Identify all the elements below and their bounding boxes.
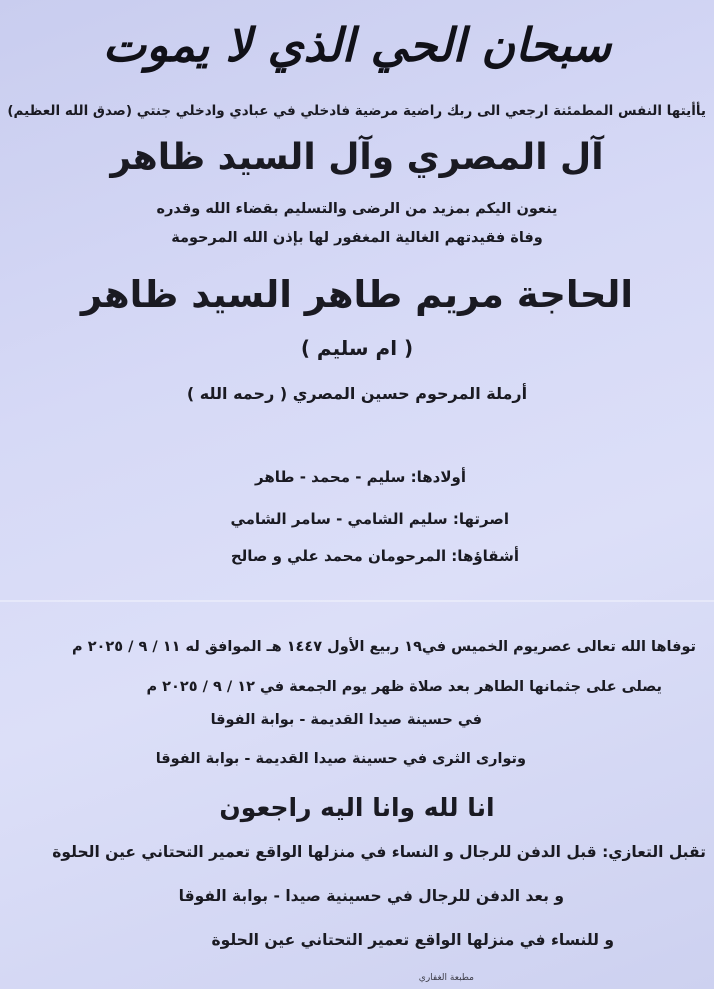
deceased-name: الحاجة مريم طاهر السيد ظاهر xyxy=(80,273,634,316)
paper-crease xyxy=(0,600,714,602)
siblings-line: أشقاؤها: المرحومان محمد علي و صالح xyxy=(230,547,519,565)
deceased-nickname: ( ام سليم ) xyxy=(300,336,414,360)
condolences-line-1: تقبل التعازي: قبل الدفن للرجال و النساء في منزلها الواقع تعمير التحتاني عين الحلوة xyxy=(52,843,706,861)
condolences-line-3: و للنساء في منزلها الواقع تعمير التحتاني عين الحلوة xyxy=(211,931,614,949)
prayer-line: يصلى على جثمانها الطاهر بعد صلاة ظهر يوم الجمعة في ١٢ / ٩ / ٢٠٢٥ م xyxy=(146,679,662,695)
death-date-line: توفاها الله تعالى عصريوم الخميس في١٩ ربيع الأول ١٤٤٧ هـ الموافق له ١١ / ٩ / ٢٠٢٥ م xyxy=(72,639,696,655)
quran-verse: يأأيتها النفس المطمئنة ارجعي الى ربك راضية مرضية فادخلي في عبادي وادخلي جنتي (صدق الله العظيم) xyxy=(7,103,706,119)
intro-line-2: وفاة فقيدتهم الغالية المغفور لها بإذن الله المرحومة xyxy=(171,230,543,246)
closing-phrase: انا لله وانا اليه راجعون xyxy=(219,793,495,822)
burial-line: وتوارى الثرى في حسينة صيدا القديمة - بوابة الفوقا xyxy=(155,751,526,767)
children-line: أولادها: سليم - محمد - طاهر xyxy=(255,468,466,486)
in-laws-line: اصرتها: سليم الشامي - سامر الشامي xyxy=(230,510,509,528)
widow-of: أرملة المرحوم حسين المصري ( رحمه الله ) xyxy=(186,384,528,403)
prayer-place-line: في حسينة صيدا القديمة - بوابة الفوقا xyxy=(210,712,482,728)
condolences-line-2: و بعد الدفن للرجال في حسينية صيدا - بوابة الفوقا xyxy=(178,887,564,905)
family-names: آل المصري وآل السيد ظاهر xyxy=(110,137,604,178)
printer-footer: مطبعة الغفاري xyxy=(418,973,474,983)
intro-line-1: ينعون اليكم بمزيد من الرضى والتسليم بقضاء الله وقدره xyxy=(156,201,558,217)
calligraphy-header: سبحان الحي الذي لا يموت xyxy=(102,18,612,72)
